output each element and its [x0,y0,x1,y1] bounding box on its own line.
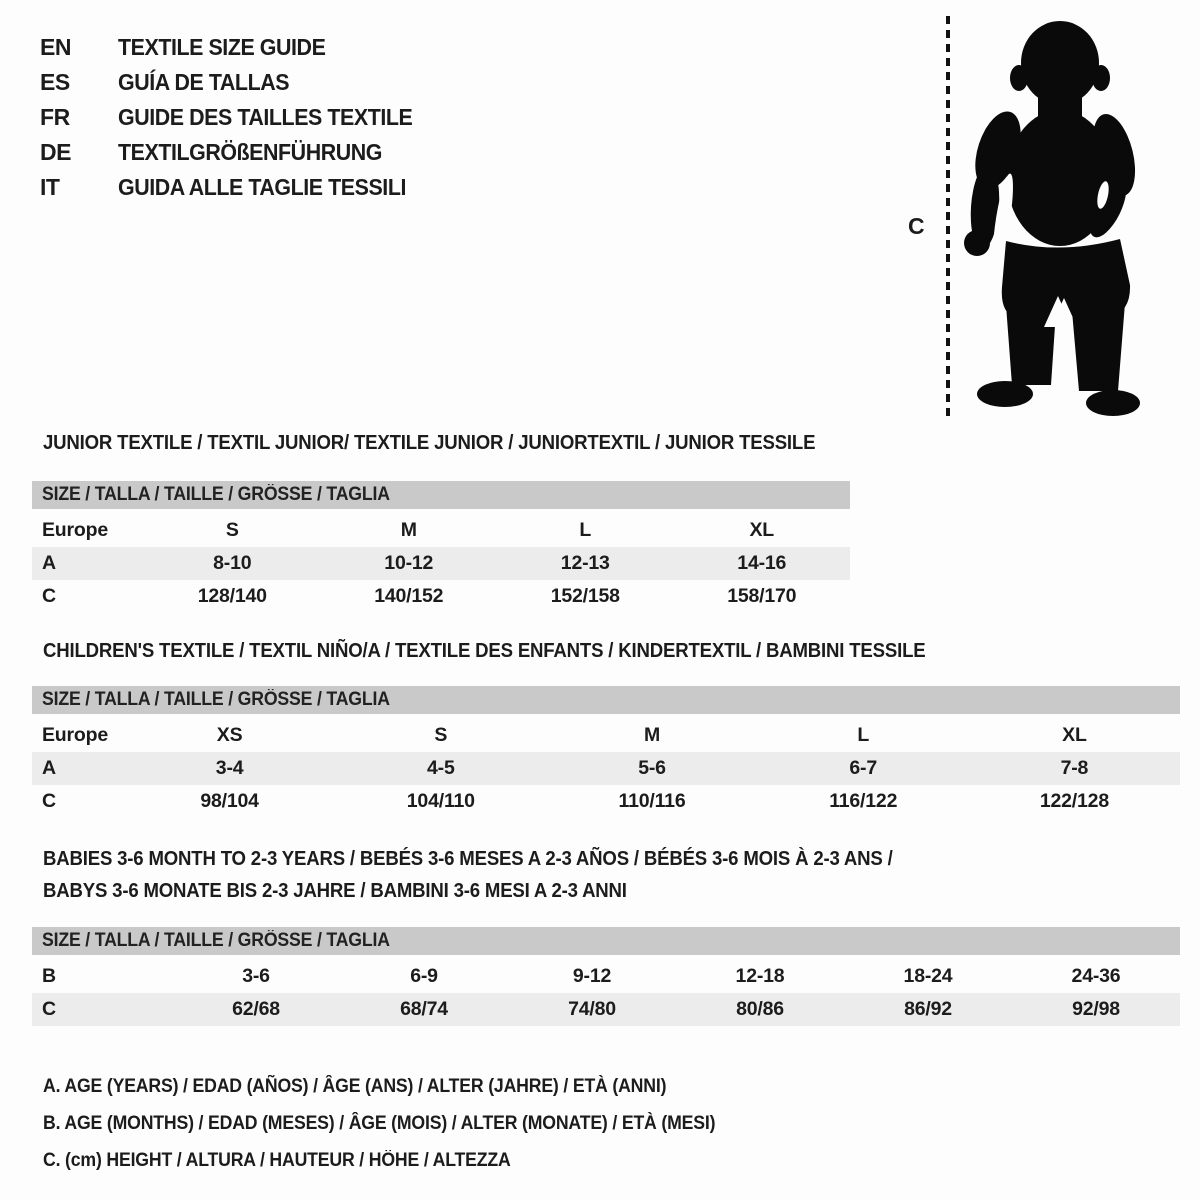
table-row-europe [32,719,1180,752]
guide-title: TEXTILGRÖßENFÜHRUNG [118,139,382,165]
table-cell: 9-12 [572,965,612,987]
guide-title: GUIDE DES TAILLES TEXTILE [118,104,413,130]
row-label: Europe [42,724,109,746]
table-cell: 6-7 [849,757,878,779]
guide-title: GUIDA ALLE TAGLIE TESSILI [118,174,406,200]
table-cell: 6-9 [410,965,438,987]
babies-section-heading [43,843,957,907]
table-cell: 24-36 [1071,965,1121,987]
legend-age-years [43,1068,766,1105]
legend-height-cm [43,1142,766,1179]
table-cell: L [579,519,592,541]
table-cell: L [857,724,870,746]
table-cell: 12-18 [735,965,785,987]
row-label: B [42,965,56,987]
junior-size-table [32,481,850,613]
table-cell: 12-13 [560,552,610,574]
table-cell: 74/80 [568,998,616,1020]
table-cell: XS [216,724,243,746]
table-cell: 7-8 [1060,757,1089,779]
guide-title: GUÍA DE TALLAS [118,69,290,95]
table-cell: M [643,724,661,746]
legend-text: A. AGE (YEARS) / EDAD (AÑOS) / ÂGE (ANS) / ALTER (JAHRE) / ETÀ (ANNI) [43,1076,667,1097]
height-measure-label: C [908,213,925,239]
table-cell: 4-5 [427,757,455,779]
table-cell: XL [749,519,775,541]
table-cell: 80/86 [736,998,784,1020]
table-cell: 3-4 [215,757,244,779]
junior-section-heading: JUNIOR TEXTILE / TEXTIL JUNIOR/ TEXTILE JUNIOR / JUNIORTEXTIL / JUNIOR TESSILE [43,432,816,454]
table-cell: 110/116 [618,790,686,812]
row-label: Europe [42,519,109,541]
table-cell: 10-12 [384,552,434,574]
language-code: DE [40,139,72,165]
size-header-bar [32,927,1180,955]
size-header-text: SIZE / TALLA / TAILLE / GRÖSSE / TAGLIA [42,930,390,951]
size-header-bar [32,481,850,509]
table-cell: 3-6 [242,965,270,987]
table-row-age-years [32,547,850,580]
children-size-table [32,686,1180,818]
row-label: A [42,552,56,574]
row-label: C [42,790,56,812]
table-cell: 5-6 [638,757,666,779]
table-cell: 128/140 [197,585,267,607]
language-code: ES [40,69,70,95]
table-cell: 122/128 [1039,790,1109,812]
table-cell: 18-24 [903,965,953,987]
row-label: C [42,585,56,607]
row-label: C [42,998,56,1020]
table-cell: S [434,724,448,746]
size-header-text: SIZE / TALLA / TAILLE / GRÖSSE / TAGLIA [42,689,390,710]
size-header-bar [32,686,1180,714]
height-figure [0,0,1200,430]
table-cell: 140/152 [374,585,444,607]
legend-text: B. AGE (MONTHS) / EDAD (MESES) / ÂGE (MOIS) / ALTER (MONATE) / ETÀ (MESI) [43,1113,716,1134]
language-code: EN [40,34,72,60]
table-row-age-years [32,752,1180,785]
table-cell: 104/110 [406,790,475,812]
size-header-text: SIZE / TALLA / TAILLE / GRÖSSE / TAGLIA [42,484,390,505]
table-row-europe [32,514,850,547]
legend-age-months [43,1105,766,1142]
table-cell: 68/74 [400,998,448,1020]
table-cell: 92/98 [1072,998,1120,1020]
row-label: A [42,757,56,779]
table-cell: 158/170 [727,585,797,607]
table-cell: S [225,519,239,541]
table-cell: M [400,519,417,541]
table-cell: XL [1062,724,1087,746]
table-row-age-months [32,960,1180,993]
language-code: IT [40,174,60,200]
height-measure-dashed-line [946,16,950,418]
table-cell: 62/68 [232,998,280,1020]
babies-heading-line1: BABIES 3-6 MONTH TO 2-3 YEARS / BEBÉS 3-6 MESES A 2-3 AÑOS / BÉBÉS 3-6 MOIS À 2-3 ANS / [43,848,893,870]
language-code: FR [40,104,70,130]
legend-text: C. (cm) HEIGHT / ALTURA / HAUTEUR / HÖHE / ALTEZZA [43,1150,511,1171]
babies-size-table [32,927,1180,1026]
table-row-height [32,993,1180,1026]
table-row-height [32,580,850,613]
children-section-heading: CHILDREN'S TEXTILE / TEXTIL NIÑO/A / TEXTILE DES ENFANTS / KINDERTEXTIL / BAMBINI TESSILE [43,640,926,662]
table-cell: 152/158 [550,585,620,607]
table-cell: 8-10 [213,552,252,574]
measurement-legend [43,1068,766,1179]
babies-heading-line2: BABYS 3-6 MONATE BIS 2-3 JAHRE / BAMBINI 3-6 MESI A 2-3 ANNI [43,880,627,902]
toddler-silhouette-icon [960,15,1170,420]
table-cell: 98/104 [200,790,259,812]
table-cell: 86/92 [904,998,952,1020]
table-cell: 116/122 [829,790,898,812]
table-row-height [32,785,1180,818]
guide-title: TEXTILE SIZE GUIDE [118,34,326,60]
table-cell: 14-16 [737,552,787,574]
